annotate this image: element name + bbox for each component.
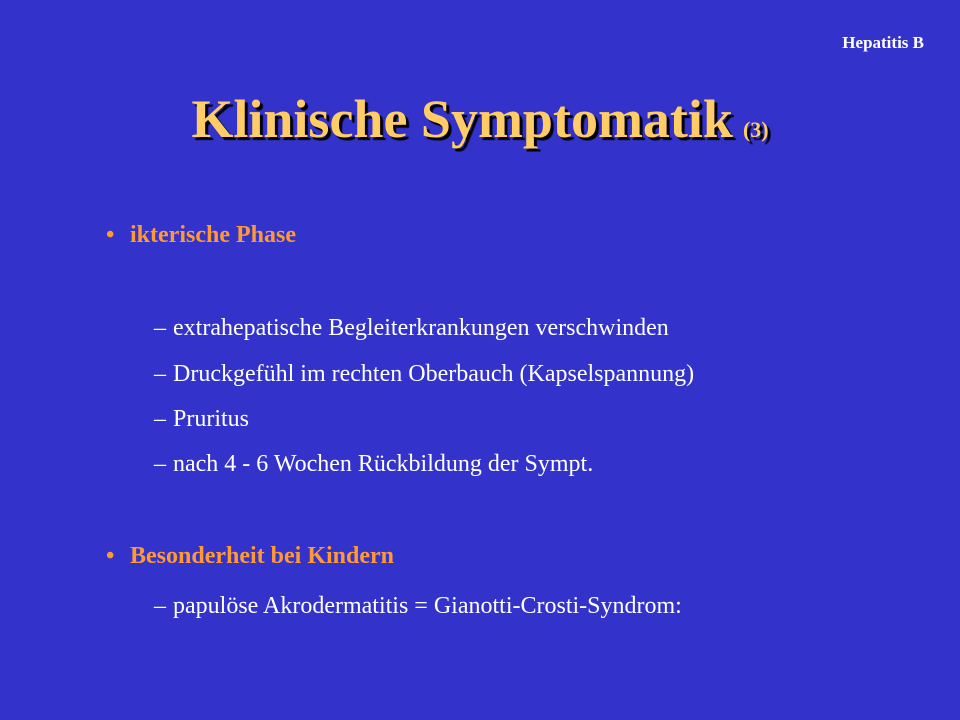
slide-title xyxy=(0,89,960,149)
dash-icon: – xyxy=(154,451,166,477)
section-heading xyxy=(106,544,394,568)
title-suffix: (3) xyxy=(742,117,769,142)
list-item xyxy=(154,452,593,476)
list-item xyxy=(154,594,682,618)
list-item-text: Pruritus xyxy=(173,406,250,432)
list-item-text: extrahepatische Begleiterkrankungen verschwinden xyxy=(173,315,669,341)
list-item xyxy=(154,316,669,340)
dash-icon: – xyxy=(154,361,166,387)
dash-icon: – xyxy=(154,315,166,341)
section-heading-text: ikterische Phase xyxy=(130,222,296,248)
section-heading-text: Besonderheit bei Kindern xyxy=(130,543,395,569)
list-item xyxy=(154,407,249,431)
title-main: Klinische Symptomatik xyxy=(191,89,733,149)
list-item-text: nach 4 - 6 Wochen Rückbildung der Sympt. xyxy=(173,451,594,477)
list-item-text: Druckgefühl im rechten Oberbauch (Kapselspannung) xyxy=(173,361,695,387)
dash-icon: – xyxy=(154,406,166,432)
bullet-icon: • xyxy=(106,222,115,248)
section-heading xyxy=(106,223,296,247)
list-item-text: papulöse Akrodermatitis = Gianotti-Crosti-Syndrom: xyxy=(173,593,682,619)
list-item xyxy=(154,362,694,386)
bullet-icon: • xyxy=(106,543,115,569)
corner-label: Hepatitis B xyxy=(842,33,924,52)
dash-icon: – xyxy=(154,593,166,619)
